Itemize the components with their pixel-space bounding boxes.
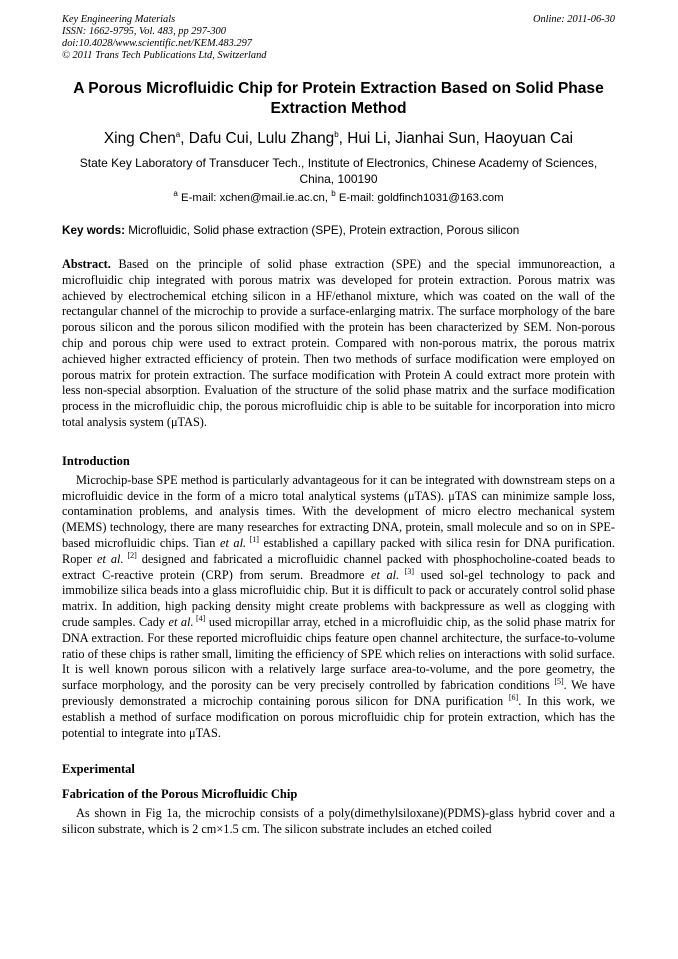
citation-5: [5] (554, 677, 564, 687)
journal-name: Key Engineering Materials (62, 14, 176, 25)
paper-title: A Porous Microfluidic Chip for Protein Extraction Based on Solid Phase Extraction Method (73, 80, 604, 117)
section-heading-experimental: Experimental (62, 762, 135, 777)
online-date: Online: 2011-06-30 (532, 14, 615, 25)
intro-text-7: . In this work, we establish a method of surface modification on porous microfluidic chip for protein extraction, which has the potential to integrate into μTAS. (62, 693, 615, 740)
introduction-paragraph (62, 473, 615, 742)
abstract (62, 257, 615, 431)
keywords (62, 223, 615, 238)
intro-text-4: used sol-gel technology to pack and immobilize silica beads into a glass microfluidic chip. But it is difficult to pack or accurately control solid phase matrix. In addition, high packing density might create problems with backpressure as well as clogging with crude samples. Cady (62, 567, 615, 629)
journal-doi: doi:10.4028/www.scientific.net/KEM.483.297 (62, 38, 252, 49)
et-al: et al. (168, 614, 194, 629)
email-mark-b: b (331, 189, 336, 199)
citation-6: [6] (508, 692, 519, 702)
affiliation: State Key Laboratory of Transducer Tech., Institute of Electronics, Chinese Academy of Sciences, China, 100190 (79, 156, 598, 186)
intro-text-2: established a capillary packed with silica resin for DNA purification. Roper (62, 535, 615, 566)
email-mark-a: a (173, 189, 178, 199)
citation-3: [3] (399, 566, 415, 576)
email-b: E-mail: goldfinch1031@163.com (335, 192, 504, 204)
email-line (62, 191, 615, 206)
experimental-paragraph: As shown in Fig 1a, the microchip consists of a poly(dimethylsiloxane)(PDMS)-glass hybrid cover and a silicon substrate, which is 2 cm×1.5 cm. The silicon substrate includes an etched coiled (62, 806, 615, 837)
intro-text-1: Microchip-base SPE method is particularly advantageous for it can be integrated with downstream steps on a microfluidic device in the form of a micro total analytical systems (μTAS). μTAS can minimize sample loss, contamination problems, and analysis times. With the development of micro electro mechanical system (MEMS) technology, there are many researches for extracting DNA, protein, small molecule and so on in SPE-based microfluidic chips. Tian (62, 472, 615, 550)
author-2: , Dafu Cui, Lulu Zhang (180, 130, 335, 147)
keywords-text: Microfluidic, Solid phase extraction (SPE), Protein extraction, Porous silicon (125, 224, 520, 237)
intro-text-3: designed and fabricated a microfluidic channel packed with phosphocholine-coated beads to extract C-reactive protein (CRP) from serum. Breadmore (62, 551, 615, 582)
email-a: E-mail: xchen@mail.ie.ac.cn, (177, 192, 332, 204)
et-al: et al. (370, 567, 400, 582)
et-al: et al. (97, 551, 124, 566)
subsection-heading-fabrication: Fabrication of the Porous Microfluidic Chip (62, 787, 298, 802)
et-al: et al. (219, 535, 247, 550)
journal-header (62, 14, 615, 62)
author-1-affil-mark: a (175, 129, 181, 139)
intro-text-5: used micropillar array, etched in a microfluidic chip, as the solid phase matrix for DNA extraction. For these reported microfluidic chips feature open channel architecture, the surface-to-volume ratio of these chips is rather small, limiting the efficiency of SPE which relies on interactions with solid surface. It is well known porous silicon with a relatively large surface area-to-volume, and the pore geometry, the surface morphology, and the porosity can be very precisely controlled by fabrication conditions (62, 614, 616, 693)
abstract-label: Abstract. (62, 257, 111, 271)
citation-4: [4] (193, 613, 206, 623)
author-1: Xing Chen (103, 130, 176, 147)
journal-copyright: © 2011 Trans Tech Publications Ltd, Switzerland (62, 50, 267, 61)
citation-2: [2] (123, 550, 137, 560)
keywords-label: Key words: (62, 224, 125, 237)
author-rest: , Hui Li, Jianhai Sun, Haoyuan Cai (338, 130, 574, 147)
author-3-affil-mark: b (334, 129, 339, 139)
author-list (62, 129, 615, 149)
abstract-text: Based on the principle of solid phase extraction (SPE) and the special immunoreaction, a microfluidic chip integrated with porous matrix was developed for protein extraction. Porous matrix was achieved by electrochemical etching silicon in a HF/ethanol mixture, which was coated on the wall of the rectangular channel of the microchip to provide a surface-enlarging matrix. The surface morphology of the bare porous silicon and the porous silicon modified with the protein has been characterized by SEM. Non-porous chip and porous chip were used to extract protein. Compared with non-porous matrix, the porous matrix achieved higher extracted efficiency of protein. Then two methods of surface modification were employed on porous matrix for protein extraction. The surface modification with Protein A could extract more protein with less non-special absorption. Evaluation of the structure of the solid phase matrix and the surface modification process in the microfluidic chip, the porous microfluidic chip is able to be suitable for incorporation into micro total analysis system (μTAS). (62, 257, 615, 429)
journal-issn: ISSN: 1662-9795, Vol. 483, pp 297-300 (62, 26, 226, 37)
citation-1: [1] (246, 534, 259, 544)
intro-text-6: . We have previously demonstrated a microchip containing porous silicon for DNA purification (62, 678, 615, 708)
section-heading-introduction: Introduction (62, 453, 130, 468)
paper-page (62, 14, 615, 838)
